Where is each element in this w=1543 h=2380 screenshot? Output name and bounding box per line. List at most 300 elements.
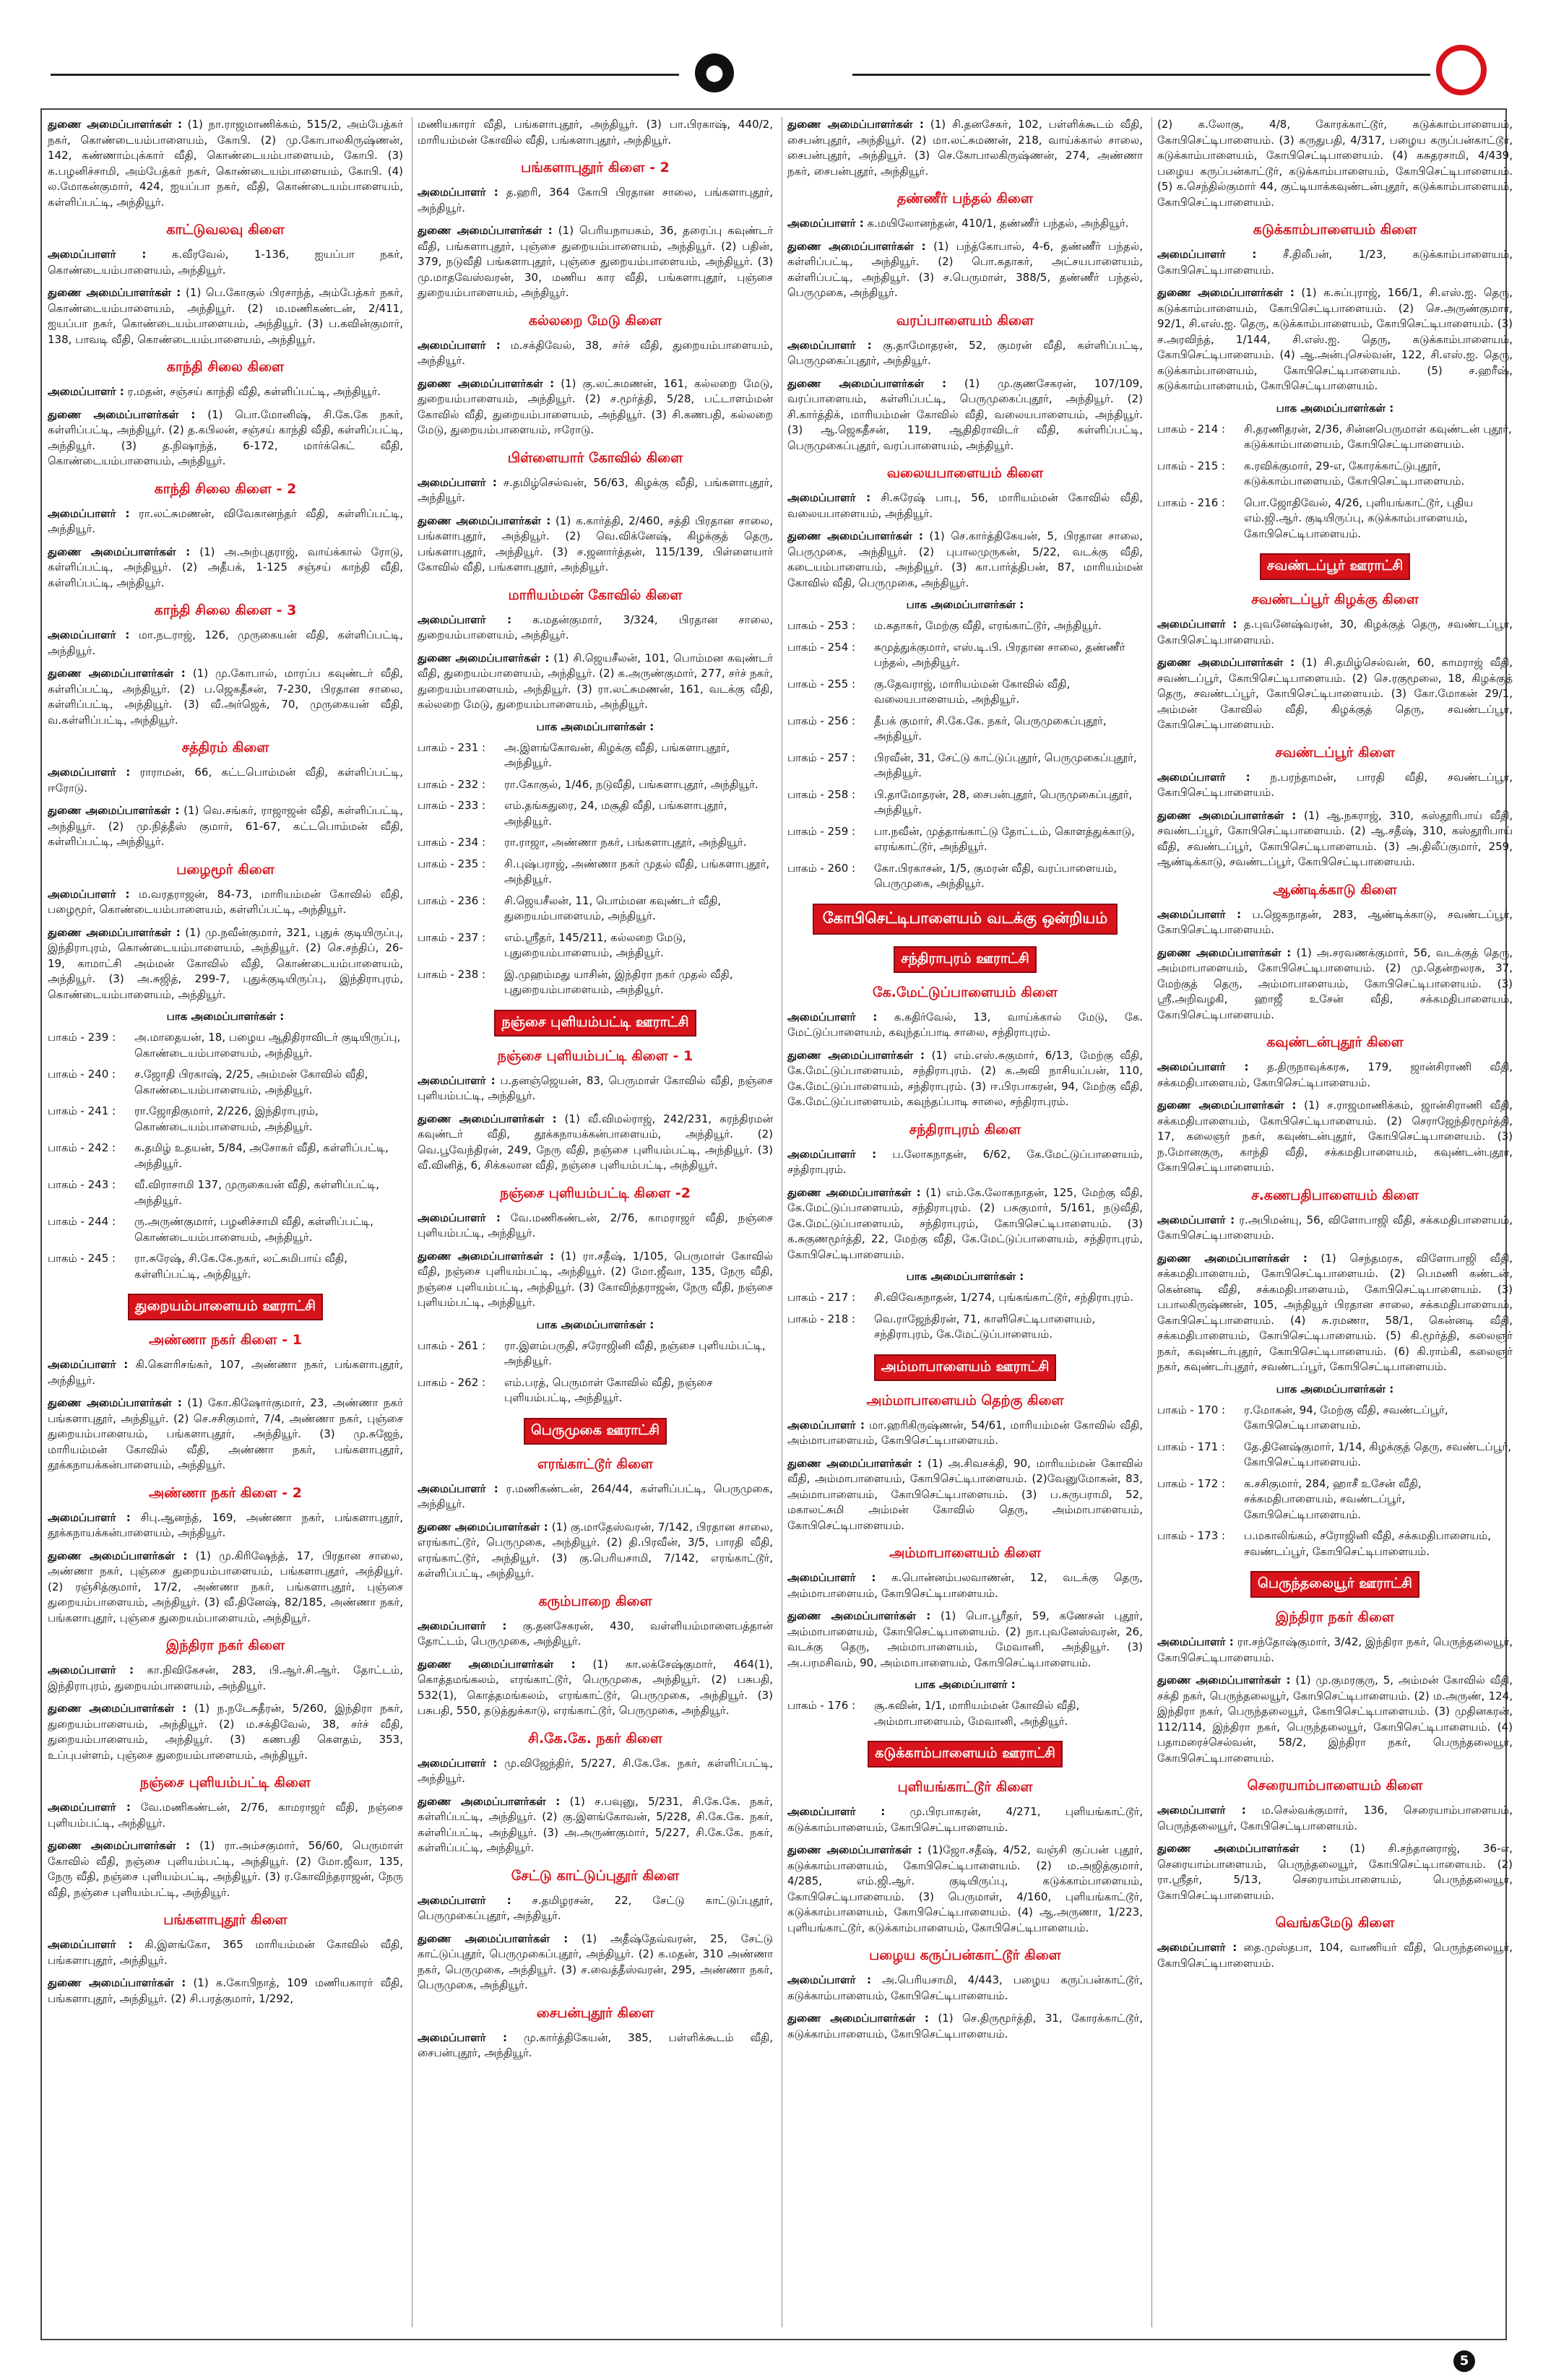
member-entry — [418, 1657, 773, 1719]
part-organiser: அ.இளங்கோவன், கிழக்கு வீதி, பங்களாபுதூர், அந்தியூர். — [504, 740, 730, 769]
role-label: அமைப்பாளர் : — [48, 766, 131, 779]
part-number: பாகம் - 257 : — [787, 750, 856, 764]
member-entry — [787, 1147, 1143, 1178]
branch-heading: காந்தி சிலை கிளை — [166, 359, 285, 375]
member-entry — [1157, 1803, 1513, 1834]
member-entry — [1157, 1841, 1513, 1903]
part-row — [418, 1338, 773, 1369]
branch-heading: ச.கணபதிபாளையம் கிளை — [1251, 1187, 1419, 1203]
member-entry — [787, 1570, 1143, 1601]
member-details: (1) பொ.மோனிஷ், சி.கே.கே நகர், கள்ளிப்பட்டி, அந்தியூர். (2) த.கபிலன், சஞ்சய் காந்தி வீதி, கள்ளிப்பட்டி, அந்தியூர். (3) த.நிஷாந்த், 6-172, மார்க்கெட் வீதி, கொண்டையம்பாளையம், அந்தியூர். — [48, 407, 403, 467]
role-label: துணை அமைப்பாளர்கள் : — [418, 1112, 557, 1125]
part-row — [48, 1214, 403, 1245]
member-entry — [48, 628, 403, 659]
part-organiser: ரா.ராஜா, அண்ணா நகர், பங்களாபுதூர், அந்தியூர். — [504, 836, 747, 849]
role-label: அமைப்பாளர் : — [1157, 248, 1257, 261]
role-label: அமைப்பாளர் : — [418, 338, 501, 352]
role-label: துணை அமைப்பாளர்கள் : — [1157, 1842, 1327, 1855]
member-details: (1) எம்.கே.லோகநாதன், 125, மேற்கு வீதி, கே.மேட்டுப்பாளையம், சந்திராபுரம். (2) பசுகுமார், 5/161, நடுவீதி, கே.மேட்டுப்பாளையம், சந்திராபுரம், கோபிசெட்டிபாளையம். (3) க.சுகுணமூர்த்தி, 22, மேற்கு வீதி, கே.மேட்டுப்பாளையம், சந்திராபுரம், கோபிசெட்டிபாளையம். — [787, 1185, 1143, 1261]
member-details: க.பொன்னம்பலவாணன், 12, வடக்கு தெரு, அம்மாபாளையம், கோபிசெட்டிபாளையம். — [787, 1571, 1143, 1600]
part-row — [1157, 1476, 1513, 1523]
member-entry — [48, 545, 403, 592]
branch-heading: நஞ்சை புளியம்பட்டி கிளை - 1 — [497, 1047, 693, 1064]
panchayat-banner: கோபிசெட்டிபாளையம் வடக்கு ஒன்றியம் — [813, 904, 1118, 935]
member-entry — [1157, 945, 1513, 1024]
branch-heading: அண்ணா நகர் கிளை - 2 — [149, 1484, 302, 1501]
part-organiser: க.சசிகுமார், 284, ஹாசீ உசேன் வீதி, சக்கமதிபாளையம், சவண்டப்பூர், கோபிசெட்டிபாளையம். — [1244, 1476, 1422, 1521]
member-entry — [48, 1800, 403, 1831]
role-label: அமைப்பாளர் : — [48, 1663, 134, 1676]
member-entry — [418, 1619, 773, 1650]
part-organiser: சூ.கவின், 1/1, மாரியம்மன் கோவில் வீதி, அம்மாபாளையம், மேவானி, அந்தியூர். — [874, 1699, 1080, 1728]
member-entry — [48, 285, 403, 347]
branch-heading: காந்தி சிலை கிளை - 2 — [154, 480, 297, 497]
part-number: பாகம் - 237 : — [418, 930, 486, 944]
role-label: துணை அமைப்பாளர்கள் : — [1157, 1099, 1297, 1112]
member-entry — [418, 1073, 773, 1104]
role-label: துணை அமைப்பாளர்கள் : — [48, 286, 181, 299]
role-label: அமைப்பாளர் : — [787, 491, 871, 504]
member-details: (1) அ.சிவசக்தி, 90, மாரியம்மன் கோவில் வீதி, அம்மாபாளையம், கோபிசெட்டிபாளையம். (2)வேனுமோகன், 83, அம்மாபாளையம், கோபிசெட்டிபாளையம். (3) ப.சுருபராமி, 52, மகாலட்சுமி அம்மன் கோவில் தெரு, அம்மாபாளையம், கோபிசெட்டிபாளையம். — [787, 1456, 1143, 1532]
branch-heading: பங்களாபுதூர் கிளை — [163, 1912, 288, 1928]
member-details: மா.நடராஜ், 126, முருகையன் வீதி, கள்ளிப்பட்டி, அந்தியூர். — [48, 628, 403, 657]
member-details: (1) வெ.சங்கர், ராஜாஜன் வீதி, கள்ளிப்பட்டி, அந்தியூர். (2) மு.நித்தீஸ் குமார், 61-67, கட்டபொம்மன் வீதி, கள்ளிப்பட்டி, அந்தியூர். — [48, 804, 403, 848]
part-organisers-heading: பாக அமைப்பாளர்கள் : — [1276, 1382, 1394, 1395]
member-details: (1) பந்த்கோபால், 4-6, தண்ணீர் பந்தல், கள்ளிப்பட்டி, அந்தியூர். (2) பொ.கதாகர், அட்சயபாளையம், கள்ளிப்பட்டி, அந்தியூர். (3) ச.பெருமாள், 388/5, தண்ணீர் பந்தல், பெருமுகை, அந்தியூர். — [787, 239, 1143, 299]
member-entry — [1157, 1251, 1513, 1375]
part-organiser: கு.தேவராஜ், மாரியம்மன் கோவில் வீதி, வலையபாளையம், அந்தியூர். — [874, 677, 1071, 706]
role-label: அமைப்பாளர் : — [418, 1073, 496, 1087]
branch-heading: சவண்டப்பூர் கிளை — [1275, 744, 1395, 761]
member-details: ச.தமிழரசன், 22, சேட்டு காட்டுப்புதூர், பெருமுகைப்புதூர், அந்தியூர். — [418, 1893, 773, 1922]
role-label: அமைப்பாளர் : — [48, 628, 130, 641]
member-details: (1) சி.சந்தானராஜ், 36-எ, செரையாம்பாளையம், பெருந்தலையூர், கோபிசெட்டிபாளையம். (2) ரா.ஸ்ரீதர், 5/13, செரையாம்பாளையம், பெருந்தலையூர், கோபிசெட்டிபாளையம். — [1157, 1842, 1513, 1902]
role-label: துணை அமைப்பாளர்கள் : — [48, 1396, 182, 1409]
member-entry — [418, 338, 773, 369]
part-row — [418, 740, 773, 771]
member-details: ர.அபிமன்யு, 56, விளோபாஜி வீதி, சக்கமதிபாளையம், கோபிசெட்டிபாளையம். — [1157, 1213, 1513, 1242]
member-details: மணியகாரர் வீதி, பங்களாபுதூர், அந்தியூர். (3) பா.பிரகாஷ், 440/2, மாரியம்மன் கோவில் வீதி, பங்களாபுதூர், அந்தியூர். — [418, 118, 773, 147]
role-label: அமைப்பாளர் : — [418, 1211, 501, 1224]
part-row — [418, 835, 773, 851]
column-1 — [48, 117, 403, 2327]
member-entry — [1157, 1940, 1513, 1971]
member-details: ர.மணிகண்டன், 264/44, கள்ளிப்பட்டி, பெருமுகை, அந்தியூர். — [418, 1481, 773, 1510]
member-entry — [418, 1893, 773, 1924]
part-number: பாகம் - 235 : — [418, 857, 486, 870]
role-label: அமைப்பாளர் : — [787, 338, 872, 352]
part-number: பாகம் - 240 : — [48, 1068, 116, 1081]
header-rule-right — [852, 74, 1430, 76]
part-number: பாகம் - 256 : — [787, 714, 856, 727]
member-entry — [418, 475, 773, 506]
member-details: (2) க.லோகு, 4/8, கோரக்காட்டூர், கடுக்காம்பாளையம், கோபிசெட்டிபாளையம். (3) கருதுபதி, 4/317, பழைய கருப்பன்காட்டூர், கடுக்காம்பாளையம், கோபிசெட்டிபாளையம். (4) கசுதரசாமி, 4/439, பழைய கருப்பன்காட்டூர், கடுக்காம்பாளையம், கோபிசெட்டிபாளையம். (5) க.செந்தில்குமார் 44, குட்டியாக்கவுண்டன்புதூர், கடுக்காம்பாளையம், கோபிசெட்டிபாளையம். — [1157, 118, 1513, 209]
member-entry — [48, 384, 403, 400]
part-number: பாகம் - 259 : — [787, 824, 856, 838]
member-details: கா.நிவிகேசன், 283, பி.ஆர்.சி.ஆர். தோட்டம், இந்திராபுரம், துறையம்பாளையம், அந்தியூர். — [48, 1663, 403, 1692]
member-entry — [48, 247, 403, 278]
part-number: பாகம் - 232 : — [418, 777, 486, 791]
member-entry — [418, 376, 773, 438]
member-entry — [1157, 247, 1513, 278]
branch-heading: செரையாம்பாளையம் கிளை — [1247, 1778, 1423, 1793]
member-entry — [1157, 907, 1513, 938]
member-details: ராராமன், 66, கட்டபொம்மன் வீதி, கள்ளிப்பட்டி, ஈரோடு. — [48, 766, 403, 795]
member-entry — [1157, 617, 1513, 648]
role-label: அமைப்பாளர் : — [787, 1571, 876, 1584]
member-details: (1) கோ.கிஷோர்குமார், 23, அண்ணா நகர் பங்களாபுதூர், அந்தியூர். (2) செ.சசிகுமார், 7/4, அண்ணா நகர், புஞ்சை துறையம்பாளையம், பங்களாபுதூர், அந்தியூர். (3) மு.சுஜேந், மாரியம்மன் கோவில் வீதி, அண்ணா நகர், பங்களாபுதூர், தூக்கநாயக்கன்பாளையம், அந்தியூர். — [48, 1396, 403, 1471]
member-details: (1) மு.நவீன்குமார், 321, புதுக் குடியிருப்பு, இந்திராபுரம், கொண்டையம்பாளையம், அந்தியூர். (2) செ.சந்திப், 26-19, காமாட்சி அம்மன் கோவில் வீதி, கொண்டையம்பாளையம், அந்தியூர். (3) அ.சுஜித், 299-7, புதுக்குடியிருப்பு, இந்திராபுரம், கொண்டையம்பாளையம், அந்தியூர். — [48, 925, 403, 1001]
member-entry — [48, 506, 403, 537]
part-number: பாகம் - 238 : — [418, 967, 486, 981]
member-details: சிபு.ஆனந்த், 169, அண்ணா நகர், பங்களாபுதூர், தூக்கநாயக்கன்பாளையம், அந்தியூர். — [48, 1510, 403, 1539]
role-label: அமைப்பாளர் : — [1157, 907, 1242, 921]
part-number: பாகம் - 172 : — [1157, 1476, 1226, 1490]
part-number: பாகம் - 253 : — [787, 619, 856, 632]
part-organiser: பி.தாமோதரன், 28, சைபன்புதூர், பெருமுகைப்புதூர், அந்தியூர். — [874, 787, 1133, 816]
branch-heading: கடுக்காம்பாளையம் கிளை — [1253, 222, 1417, 238]
part-organiser: பிரவீன், 31, சேட்டு காட்டுப்புதூர், பெருமுகைப்புதூர், அந்தியூர். — [874, 750, 1137, 779]
member-entry — [787, 1609, 1143, 1671]
role-label: அமைப்பாளர் : — [787, 1973, 872, 1986]
branch-heading: நஞ்சை புளியம்பட்டி கிளை -2 — [500, 1185, 691, 1201]
member-entry — [48, 1395, 403, 1474]
part-organiser: சுமுத்துக்குமார், எஸ்.டி.பி. பிரதான சாலை, தண்ணீர் பந்தல், அந்தியூர். — [874, 640, 1125, 669]
role-label: துணை அமைப்பாளர்கள் : — [418, 376, 555, 390]
member-entry — [787, 1973, 1143, 2004]
part-organisers-heading: பாக அமைப்பாளர்கள் : — [906, 598, 1024, 611]
branch-heading: புளியங்காட்டூர் கிளை — [897, 1779, 1033, 1795]
member-details: மு.பிரபாகரன், 4/271, புளியங்காட்டூர், கடுக்காம்பாளையம், கோபிசெட்டிபாளையம். — [787, 1805, 1143, 1834]
part-row — [418, 893, 773, 925]
role-label: அமைப்பாளர் : — [418, 613, 512, 626]
role-label: துணை அமைப்பாளர்கள் : — [787, 529, 923, 542]
member-details: (1) அதீஷ்தேவ்வரன், 25, சேட்டு காட்டுப்புதூர், பெருமுகைப்புதூர், அந்தியூர். (2) க.மதன், 310 அண்ணா நகர், பெருமுகை, அந்தியூர். (3) ச.வைத்தீஸ்வரன், 295, அண்ணா நகர், பெருமுகை, அந்தியூர். — [418, 1931, 773, 1991]
member-entry — [787, 1418, 1143, 1449]
role-label: துணை அமைப்பாளர்கள் : — [787, 1843, 922, 1856]
member-details: ப.தனஞ்ஜெயன், 83, பெருமாள் கோவில் வீதி, நஞ்சை புளியம்பட்டி, அந்தியூர். — [418, 1073, 773, 1102]
role-label: துணை அமைப்பாளர்கள் : — [787, 376, 947, 390]
part-organisers-heading: பாக அமைப்பாளர்கள் : — [536, 719, 654, 733]
part-organiser: கோ.பிரகாசன், 1/5, குமரன் வீதி, வரப்பாளையம், பெருமுகை, அந்தியூர். — [874, 861, 1118, 890]
part-organiser: க.ரவிக்குமார், 29-எ, கோரக்காட்டுபுதூர், கடுக்காம்பாளையம், கோபிசெட்டிபாளையம். — [1244, 459, 1465, 488]
branch-heading: கவுண்டன்புதூர் கிளை — [1266, 1034, 1404, 1050]
member-entry — [48, 1976, 403, 2007]
member-entry — [418, 651, 773, 713]
member-details: கி.இளங்கோ, 365 மாரியம்மன் கோவில் வீதி, பங்களாபுதூர், அந்தியூர். — [48, 1938, 403, 1967]
part-organiser: ரா.சுரேஷ், சி.கே.கே.நகர், லட்சுமிபாய் வீதி, கள்ளிப்பட்டி, அந்தியூர். — [134, 1252, 347, 1281]
column-4 — [1157, 117, 1513, 2327]
role-label: அமைப்பாளர் : — [787, 1805, 886, 1818]
member-details: (1) க.கார்த்தி, 2/460, சத்தி பிரதான சாலை, பங்களாபுதூர், அந்தியூர். (2) வெ.விக்னேஷ், கிழக்குத் தெரு, பங்களாபுதூர், அந்தியூர். (3) ச.ஜனார்த்தன், 115/139, பிள்ளையார் கோவில் வீதி, பங்களாபுதூர், அந்தியூர். — [418, 514, 773, 574]
branch-heading: ஆண்டிக்காடு கிளை — [1273, 881, 1397, 898]
member-entry — [1157, 655, 1513, 733]
member-entry — [787, 1456, 1143, 1534]
part-number: பாகம் - 241 : — [48, 1104, 116, 1117]
role-label: துணை அமைப்பாளர்கள் : — [48, 545, 191, 558]
branch-heading: சேட்டு காட்டுப்புதூர் கிளை — [511, 1867, 680, 1884]
branch-heading: பங்களாபுதூர் கிளை - 2 — [521, 160, 670, 176]
part-row — [418, 930, 773, 961]
part-organiser: இ.முஹம்மது யாசின், இந்திரா நகர் முதல் வீதி, புதுறையம்பாளையம், அந்தியூர். — [504, 967, 733, 996]
member-details: தை.முஸ்தபா, 104, வாணியர் வீதி, பெருந்தலையூர், கோபிசெட்டிபாளையம். — [1157, 1941, 1513, 1970]
part-number: பாகம் - 216 : — [1157, 496, 1226, 509]
member-details: கு.தனசேகரன், 430, வள்ளியம்மாளைபத்தான் தோட்டம், பெருமுகை, அந்தியூர். — [418, 1619, 773, 1648]
part-row — [48, 1030, 403, 1061]
part-organiser: சி.ஜெயசீலன், 11, பொம்மன கவுண்டர் வீதி, துறையம்பாளையம், அந்தியூர். — [504, 893, 722, 922]
role-label: அமைப்பாளர் : — [48, 1938, 133, 1951]
member-details: (1) பொ.பூரீதர், 59, கணேசன் புதூர், அம்மாபாளையம், கோபிசெட்டிபாளையம். (2) நா.புவனேஸ்வரன், 26, வடக்கு தெரு, அம்மாபாளையம், மேவானி, அந்தியூர். (3) அ.பரமசிவம், 90, அம்மாபாளையம், கோபிசெட்டிபாளையம். — [787, 1609, 1143, 1669]
member-entry — [1157, 808, 1513, 870]
member-entry — [1157, 770, 1513, 801]
role-label: துணை அமைப்பாளர்கள் : — [418, 1520, 548, 1533]
part-row — [787, 1698, 1143, 1729]
panchayat-banner: துறையம்பாளையம் ஊராட்சி — [128, 1294, 323, 1320]
part-organisers-heading: பாக அமைப்பாளர்கள் : — [1276, 401, 1394, 415]
part-number: பாகம் - 170 : — [1157, 1403, 1226, 1416]
role-label: துணை அமைப்பாளர்கள் : — [48, 407, 196, 421]
member-entry — [418, 1112, 773, 1174]
member-details: மா.ஹரிகிருஷ்ணன், 54/61, மாரியம்மன் கோவில் வீதி, அம்மாபாளையம், கோபிசெட்டிபாளையம். — [787, 1418, 1143, 1447]
branch-heading: இந்திரா நகர் கிளை — [165, 1637, 285, 1653]
part-row — [787, 787, 1143, 818]
member-details: (1) க.சுப்புராஜ், 166/1, சி.எஸ்.ஐ. தெரு, கடுக்காம்பாளையம், கோபிசெட்டிபாளையம். (2) செ.அருண்குமார், 92/1, சி.எஸ்.ஐ. தெரு, கடுக்காம்பாளையம், கோபிசெட்டிபாளையம். (3) ச.அரவிந்த், 1/144, சி.எஸ்.ஐ. தெரு, கடுக்காம்பாளையம், கோபிசெட்டிபாளையம். (4) ஆ.அன்புசெல்வன், 122, சி.எஸ்.ஐ. தெரு, கடுக்காம்பாளையம், கோபிசெட்டிபாளையம். (5) ச.ஹரீஷ், கடுக்காம்பாளையம், கோபிசெட்டிபாளையம். — [1157, 286, 1513, 392]
member-entry — [1157, 117, 1513, 210]
branch-heading: காந்தி சிலை கிளை - 3 — [154, 602, 297, 618]
column-3 — [787, 117, 1143, 2327]
part-row — [787, 861, 1143, 892]
role-label: துணை அமைப்பாளர்கள் : — [48, 118, 182, 131]
part-organisers-heading: பாக அமைப்பாளர் : — [915, 1678, 1016, 1691]
part-row — [1157, 459, 1513, 490]
part-number: பாகம் - 243 : — [48, 1178, 116, 1191]
part-organiser: எம்.ஸ்ரீதர், 145/211, கல்லறை மேடு, புதுறையம்பாளையம், அந்தியூர். — [504, 930, 686, 959]
branch-heading: இந்திரா நகர் கிளை — [1275, 1609, 1395, 1625]
member-details: கி.கௌரிசங்கர், 107, அண்ணா நகர், பங்களாபுதூர், அந்தியூர். — [48, 1358, 403, 1387]
part-organiser: ரா.இளம்பருதி, சரோஜினி வீதி, நஞ்சை புளியம்பட்டி, அந்தியூர். — [504, 1338, 766, 1367]
part-number: பாகம் - 215 : — [1157, 459, 1226, 472]
part-number: பாகம் - 234 : — [418, 836, 486, 849]
member-entry — [48, 407, 403, 469]
part-organiser: க.தமிழ் உதயன், 5/84, அசோகர் வீதி, கள்ளிப்பட்டி, அந்தியூர். — [134, 1141, 389, 1170]
part-organiser: ரா.ஜோதிகுமார், 2/226, இந்திராபுரம், கொண்டையம்பாளையம், அந்தியூர். — [134, 1104, 319, 1133]
role-label: துணை அமைப்பாளர்கள் : — [48, 925, 181, 939]
role-label: துணை அமைப்பாளர்கள் : — [48, 1839, 190, 1852]
role-label: துணை அமைப்பாளர்கள் : — [418, 1794, 561, 1808]
role-label: அமைப்பாளர் : — [1157, 1213, 1235, 1226]
part-row — [418, 798, 773, 829]
member-entry — [1157, 1060, 1513, 1091]
member-details: வே.மணிகண்டன், 2/76, காமராஜர் வீதி, நஞ்சை புளியம்பட்டி, அந்தியூர். — [48, 1801, 403, 1830]
role-label: துணை அமைப்பாளர்கள் : — [418, 1931, 569, 1945]
part-row — [48, 1177, 403, 1208]
member-entry — [48, 1357, 403, 1388]
part-row — [787, 714, 1143, 745]
part-number: பாகம் - 218 : — [787, 1312, 856, 1325]
branch-heading: அம்மாபாளையம் கிளை — [889, 1545, 1041, 1561]
role-label: அமைப்பாளர் : — [418, 2030, 507, 2044]
part-organiser: வீ.விராசாமி 137, முருகையன் வீதி, கள்ளிப்பட்டி, அந்தியூர். — [134, 1178, 380, 1207]
part-organiser: சி.தரணிதரன், 2/36, சின்னபெருமாள் கவுண்டன் புதூர், கடுக்காம்பாளையம், கோபிசெட்டிபாளையம். — [1244, 422, 1512, 451]
panchayat-banner: கடுக்காம்பாளையம் ஊராட்சி — [868, 1741, 1063, 1767]
member-entry — [418, 613, 773, 644]
member-entry — [787, 1843, 1143, 1936]
part-row — [48, 1251, 403, 1282]
part-organiser: அ.மாதையன், 18, பழைய ஆதிதிராவிடர் குடியிருப்பு, கொண்டையம்பாளையம், அந்தியூர். — [134, 1031, 401, 1060]
member-entry — [48, 666, 403, 728]
role-label: அமைப்பாளர் : — [787, 1147, 877, 1161]
part-row — [787, 1312, 1143, 1343]
member-entry — [787, 1010, 1143, 1041]
member-entry — [418, 514, 773, 576]
part-number: பாகம் - 244 : — [48, 1215, 116, 1228]
branch-heading: நஞ்சை புளியம்பட்டி கிளை — [139, 1775, 311, 1791]
member-entry — [418, 1931, 773, 1994]
part-number: பாகம் - 242 : — [48, 1141, 116, 1154]
branch-heading: வலையபாளையம் கிளை — [886, 465, 1044, 481]
role-label: துணை அமைப்பாளர்கள் : — [787, 118, 924, 131]
part-organiser: ம.கதாகர், மேற்கு வீதி, எரங்காட்டூர், அந்தியூர். — [874, 619, 1102, 632]
member-details: ப.லோகநாதன், 6/62, கே.மேட்டுப்பாளையம், சந்திராபுரம். — [787, 1147, 1143, 1176]
member-entry — [48, 117, 403, 210]
member-entry — [418, 1249, 773, 1311]
member-entry — [787, 376, 1143, 454]
part-organisers-heading: பாக அமைப்பாளர்கள் : — [536, 1317, 654, 1331]
branch-heading: அண்ணா நகர் கிளை - 1 — [149, 1332, 302, 1348]
part-organiser: சி.விவேகநாதன், 1/274, புங்கங்காட்டூர், சந்திராபுரம். — [874, 1291, 1133, 1304]
member-details: ப.ஜெகநாதன், 283, ஆண்டிக்காடு, சவண்டப்பூர், கோபிசெட்டிபாளையம். — [1157, 907, 1513, 936]
part-number: பாகம் - 176 : — [787, 1699, 856, 1712]
role-label: அமைப்பாளர் : — [1157, 1060, 1249, 1073]
role-label: துணை அமைப்பாளர்கள் : — [48, 1976, 186, 1989]
role-label: அமைப்பாளர் : — [1157, 1941, 1237, 1954]
member-details: (1) மு.குணசேகரன், 107/109, வரப்பாளையம், கள்ளிப்பட்டி, பெருமுகைப்புதூர், அந்தியூர். (2) சி.கார்த்திக், மாரியம்மன் கோவில் வீதி, வலையபாளையம், அந்தியூர். (3) ஆ.ஜெகதீசன், 119, ஆதிதிராவிடர் வீதி, கள்ளிப்பட்டி, பெருமுகைப்புதூர், வரப்பாளையம், அந்தியூர். — [787, 376, 1143, 452]
role-label: துணை அமைப்பாளர்கள் : — [418, 514, 551, 527]
role-label: துணை அமைப்பாளர்கள் : — [1157, 656, 1295, 669]
role-label: அமைப்பாளர் : — [787, 217, 864, 230]
role-label: அமைப்பாளர் : — [418, 1756, 498, 1770]
member-entry — [1157, 1098, 1513, 1176]
member-details: த.புவனேஷ்வரன், 30, கிழக்குத் தெரு, சவண்டப்பூர், கோபிசெட்டிபாளையம். — [1157, 618, 1513, 646]
role-label: துணை அமைப்பாளர்கள் : — [787, 2012, 929, 2025]
elephant-icon: ● — [695, 53, 734, 92]
branch-heading: காட்டுவலவு கிளை — [166, 222, 285, 238]
role-label: அமைப்பாளர் : — [418, 1481, 498, 1495]
branch-heading: சவண்டப்பூர் கிழக்கு கிளை — [1251, 592, 1419, 607]
part-organisers-heading: பாக அமைப்பாளர்கள் : — [166, 1010, 285, 1023]
part-number: பாகம் - 261 : — [418, 1338, 486, 1352]
member-details: (1) ந.நடேசுதீரன், 5/260, இந்திரா நகர், துறையம்பாளையம், அந்தியூர். (2) ம.சக்திவேல், 38, சர்ச் வீதி, துறையம்பாளையம், அந்தியூர். (3) கணபதி கௌதம், 353, உப்புபள்ளம், புஞ்சை துறையம்பாளையம், அந்தியூர். — [48, 1702, 403, 1762]
member-entry — [48, 1937, 403, 1968]
part-row — [1157, 1528, 1513, 1559]
part-organiser: தே.தினேஷ்குமார், 1/14, கிழக்குத் தெரு, சவண்டப்பூர், கோபிசெட்டிபாளையம். — [1244, 1440, 1511, 1468]
column-2 — [418, 117, 773, 2327]
role-label: துணை அமைப்பாளர்கள் : — [1157, 286, 1295, 299]
part-row — [418, 857, 773, 888]
part-organiser: எம்.பரத், பெருமாள் கோவில் வீதி, நஞ்சை புளியம்பட்டி, அந்தியூர். — [504, 1375, 713, 1404]
part-number: பாகம் - 173 : — [1157, 1529, 1226, 1542]
panchayat-banner: நஞ்சை புளியம்பட்டி ஊராட்சி — [494, 1010, 696, 1037]
column-divider — [1151, 117, 1152, 2327]
member-details: அ.பெரியசாமி, 4/443, பழைய கருப்பன்காட்டூர், கடுக்காம்பாளையம், கோபிசெட்டிபாளையம். — [787, 1973, 1143, 2002]
branch-heading: சி.கே.கே. நகர் கிளை — [527, 1730, 662, 1747]
part-organiser: ப.மகாலிங்கம், சரோஜினி வீதி, சக்கமதிபாளையம், சவண்டப்பூர், கோபிசெட்டிபாளையம். — [1244, 1529, 1492, 1558]
role-label: அமைப்பாளர் : — [418, 186, 498, 199]
member-details: ரா.லட்சுமணன், விவேகானந்தர் வீதி, கள்ளிப்பட்டி, அந்தியூர். — [48, 506, 403, 535]
branch-heading: பழைமூர் கிளை — [176, 861, 275, 878]
role-label: துணை அமைப்பாளர்கள் : — [787, 1456, 922, 1470]
page-header — [0, 0, 1543, 108]
member-entry — [418, 223, 773, 301]
member-entry — [48, 1663, 403, 1694]
role-label: துணை அமைப்பாளர்கள் : — [418, 1249, 555, 1263]
part-row — [1157, 1440, 1513, 1471]
role-label: அமைப்பாளர் : — [1157, 618, 1237, 631]
member-details: (1) செ.திருமூர்த்தி, 31, கோரக்காட்டூர், கடுக்காம்பாளையம், கோபிசெட்டிபாளையம். — [787, 2012, 1143, 2041]
role-label: அமைப்பாளர் : — [48, 1358, 129, 1371]
branch-heading: கரும்பாறை கிளை — [538, 1593, 652, 1609]
member-details: (1) செ.கார்த்திகேயன், 5, பிரதான சாலை, பெருமுகை, அந்தியூர். (2) புபாலமுருகன், 5/22, வடக்கு வீதி, கடையம்பாளையம், அந்தியூர். (3) கா.பார்த்திபன், 87, மாரியம்மன் கோவில் வீதி, பெருமுகை, அந்தியூர். — [787, 529, 1143, 589]
member-entry — [48, 1549, 403, 1627]
part-row — [48, 1141, 403, 1172]
part-row — [48, 1104, 403, 1135]
role-label: துணை அமைப்பாளர்கள் : — [1157, 945, 1292, 959]
member-details: (1) சி.ஜெயசீலன், 101, பொம்மன கவுண்டர் வீதி, துறையம்பாளையம், அந்தியூர். (2) க.அருண்குமார், 277, சர்ச் நகர், துறையம்பாளையம், அந்தியூர். (3) ரா.லட்சுமணன், 161, வடக்கு வீதி, கல்லறை மேடு, துறையம்பாளையம், அந்தியூர். — [418, 651, 773, 711]
branch-heading: வரப்பாளையம் கிளை — [896, 312, 1034, 329]
part-organiser: எம்.தங்கதுரை, 24, மசூதி வீதி, பங்களாபுதூர், அந்தியூர். — [504, 799, 727, 828]
role-label: துணை அமைப்பாளர்கள் : — [1157, 1674, 1291, 1687]
member-details: (1)ஜோ.சதீஷ், 4/52, வஞ்சி குப்பன் புதூர், கடுக்காம்பாளையம், கோபிசெட்டிபாளையம். (2) ம.அஜித்குமார், 4/285, எம்.ஜி.ஆர். குடியிருப்பு, கடுக்காம்பாளையம், கோபிசெட்டிபாளையம். (3) பெருமாள், 4/160, புளியங்காட்டூர், கடுக்காம்பாளையம், கோபிசெட்டிபாளையம். (4) ஆ.அருணா, 1/223, புளியங்காட்டூர், கடுக்காம்பாளையம், கோபிசெட்டிபாளையம். — [787, 1843, 1143, 1934]
role-label: துணை அமைப்பாளர்கள் : — [1157, 808, 1297, 822]
member-details: (1) கு.லட்சுமணன், 161, கல்லறை மேடு, துறையம்பாளையம், அந்தியூர். (2) ச.மூர்த்தி, 5/28, பட்டாளம்மன் கோவில் வீதி, துறையம்பாளையம், அந்தியூர். (3) சி.கணபதி, கல்லறை மேடு, துறையம்பாளையம், ஈரோடு. — [418, 376, 773, 436]
member-entry — [418, 1520, 773, 1582]
branch-heading: தண்ணீர் பந்தல் கிளை — [896, 191, 1034, 207]
part-row — [787, 750, 1143, 782]
member-details: (1) ரா.சதீஷ், 1/105, பெருமாள் கோவில் வீதி, நஞ்சை புளியம்பட்டி, அந்தியூர். (2) மோ.ஜீவா, 135, நேரு வீதி, நஞ்சை புளியம்பட்டி, அந்தியூர். (3) கோவிந்தராஜன், நேரு வீதி, நஞ்சை புளியம்பட்டி, அந்தியூர். — [418, 1249, 773, 1309]
part-organisers-heading: பாக அமைப்பாளர்கள் : — [906, 1270, 1024, 1283]
part-organiser: பா.நவீன், முத்தாங்காட்டு தோட்டம், கொளத்துக்காடு, எரங்காட்டூர், அந்தியூர். — [874, 824, 1135, 853]
member-details: சி.சுரேஷ் பாபு, 56, மாரியம்மன் கோவில் வீதி, வலையபாளையம், அந்தியூர். — [787, 491, 1143, 520]
role-label: துணை அமைப்பாளர்கள் : — [787, 239, 926, 253]
member-details: கு.தாமோதரன், 52, குமரன் வீதி, கள்ளிப்பட்டி, பெருமுகைப்புதூர், அந்தியூர். — [787, 338, 1143, 367]
member-details: (1) ரா.அம்சகுமார், 56/60, பெருமாள் கோவில் வீதி, நஞ்சை புளியம்பட்டி, அந்தியூர். (2) மோ.ஜீவா, 135, நேரு வீதி, நஞ்சை புளியம்பட்டி, அந்தியூர். (3) ர.கோவிந்தராஜன், நேரு வீதி, நஞ்சை புளியம்பட்டி, அந்தியூர். — [48, 1839, 403, 1899]
member-details: ம.சக்திவேல், 38, சர்ச் வீதி, துறையம்பாளையம், அந்தியூர். — [418, 338, 773, 367]
part-row — [787, 618, 1143, 634]
role-label: அமைப்பாளர் : — [48, 887, 130, 901]
member-details: (1) அ.அற்புதராஜ், வாய்க்கால் ரோடு, கள்ளிப்பட்டி, அந்தியூர். (2) அதீபக், 1-125 சஞ்சய் காந்தி வீதி, கள்ளிப்பட்டி, அந்தியூர். — [48, 545, 403, 589]
member-entry — [787, 529, 1143, 591]
part-number: பாகம் - 214 : — [1157, 422, 1226, 436]
panchayat-banner: சந்திராபுரம் ஊராட்சி — [894, 946, 1037, 973]
role-label: அமைப்பாளர் : — [787, 1010, 878, 1024]
member-entry — [418, 1481, 773, 1513]
member-details: (1) அ.சரவணக்குமார், 56, வடக்குத் தெரு, அம்மாபாளையம், கோபிசெட்டிபாளையம். (2) மு.தென்றலரசு, 37, மேற்குத் தெரு, அம்மாபாளையம், கோபிசெட்டிபாளையம். (3) ஸ்ரீ.அறிவழகி, ஹாஜீ உசேன் வீதி, சக்கமதிபாளையம், கோபிசெட்டிபாளையம். — [1157, 945, 1513, 1021]
panchayat-banner: பெருமுகை ஊராட்சி — [524, 1418, 667, 1445]
member-details: ம.செல்வக்குமார், 136, செரையாம்பாளையம், பெருந்தலையூர், கோபிசெட்டிபாளையம். — [1157, 1804, 1513, 1832]
header-rule-left — [51, 74, 679, 76]
red-circle-ornament — [1436, 45, 1487, 95]
part-row — [787, 677, 1143, 708]
member-details: க.கதிர்வேல், 13, வாய்க்கால் மேடு, கே. மேட்டுப்பாளையம், கவுந்தப்பாடி சாலை, சந்திராபுரம். — [787, 1010, 1143, 1039]
branch-heading: கல்லறை மேடு கிளை — [528, 312, 662, 329]
panchayat-banner: பெருந்தலையூர் ஊராட்சி — [1250, 1571, 1419, 1598]
part-row — [787, 1290, 1143, 1306]
member-entry — [787, 1185, 1143, 1263]
member-entry — [418, 2030, 773, 2061]
part-row — [787, 824, 1143, 855]
branch-heading: சத்திரம் கிளை — [181, 740, 269, 756]
member-details: (1) மு.கிரிஷேந்த், 17, பிரதான சாலை, அண்ணா நகர், புஞ்சை துறையம்பாளையம், பங்களாபுதூர், அந்தியூர். (2) ரஞ்சித்குமார், 17/2, அண்ணா நகர், பங்களாபுதூர், புஞ்சை துறையம்பாளையம், அந்தியூர். (3) வீ.தினேஷ், 82/185, அண்ணா நகர், பங்களாபுதூர், புஞ்சை துறையம்பாளையம், அந்தியூர். — [48, 1549, 403, 1624]
